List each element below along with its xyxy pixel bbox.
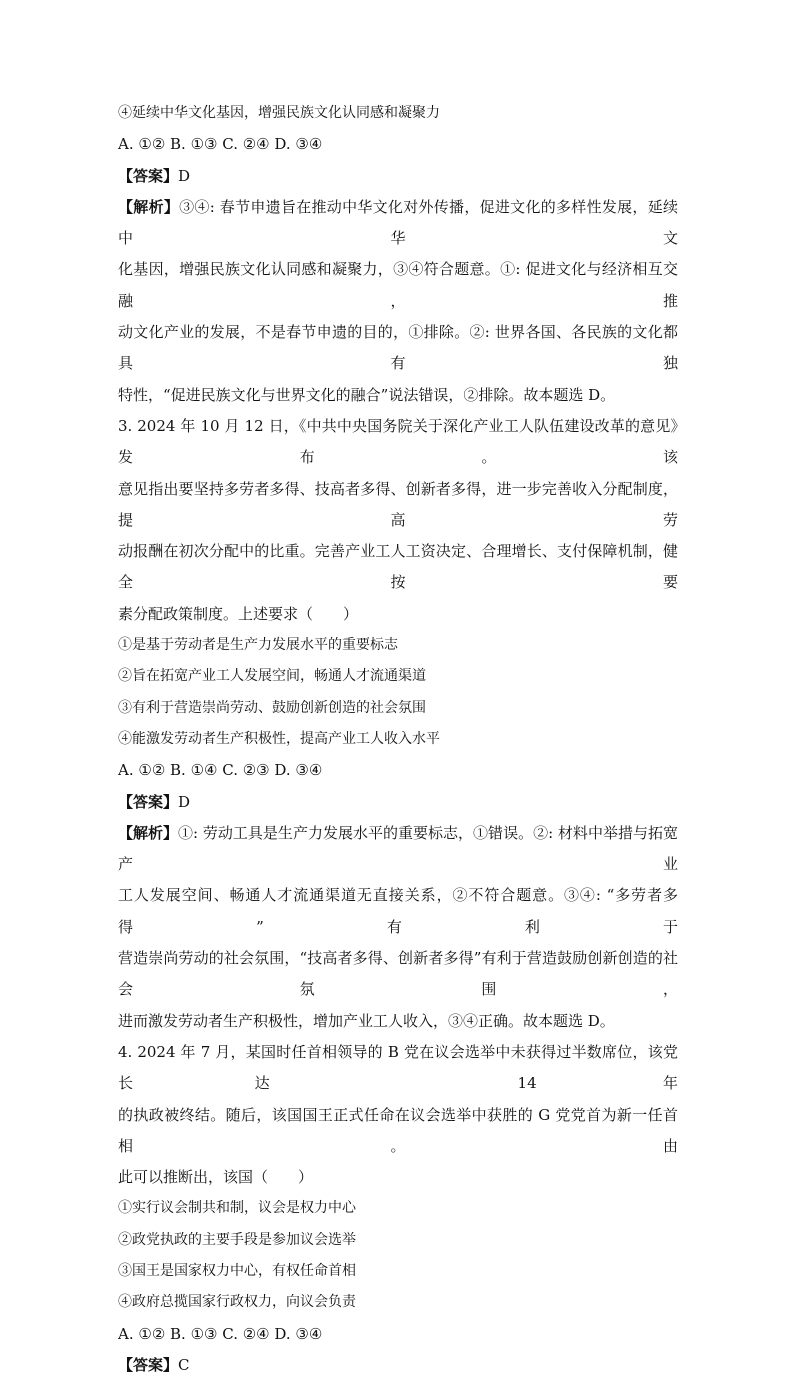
q4-option-4: ④政府总揽国家行政权力，向议会负责 xyxy=(118,1294,356,1311)
answer-tag: 【答案】 xyxy=(118,166,179,185)
q3-stem-line-2: 意见指出要坚持多劳者多得、技高者多得、创新者多得，进一步完善收入分配制度，提高劳 xyxy=(118,479,678,529)
q3-analysis-line-4: 进而激发劳动者生产积极性，增加产业工人收入，③④正确。故本题选 D。 xyxy=(118,1011,615,1030)
q4-option-1: ①实行议会制共和制，议会是权力中心 xyxy=(118,1200,356,1217)
q4-stem-line-3: 此可以推断出，该国（ ） xyxy=(118,1168,314,1187)
q3-choices: A. ①② B. ①④ C. ②③ D. ③④ xyxy=(118,761,323,780)
q3-option-1: ①是基于劳动者是生产力发展水平的重要标志 xyxy=(118,637,398,654)
q2-answer xyxy=(118,161,678,192)
q3-answer xyxy=(118,787,678,818)
answer-value: C xyxy=(178,1355,190,1374)
q4-answer xyxy=(118,1350,678,1381)
q4-option-2: ②政党执政的主要手段是参加议会选举 xyxy=(118,1231,356,1248)
q2-analysis-line-2: 化基因，增强民族文化认同感和凝聚力，③④符合题意。①: 促进文化与经济相互交融，推 xyxy=(118,260,678,310)
q4-stem-line-2: 的执政被终结。随后，该国国王正式任命在议会选举中获胜的 G 党党首为新一任首相。由 xyxy=(118,1105,678,1155)
q3-analysis-line-2: 工人发展空间、畅通人才流通渠道无直接关系，②不符合题意。③④: “多劳者多得”有利于 xyxy=(118,886,678,936)
q3-option-4: ④能激发劳动者生产积极性，提高产业工人收入水平 xyxy=(118,730,440,747)
q4-option-3: ③国王是国家权力中心，有权任命首相 xyxy=(118,1262,356,1279)
q2-analysis-line-1: 【解析】③④: 春节申遗旨在推动中华文化对外传播，促进文化的多样性发展，延续中华文 xyxy=(118,197,678,248)
q3-stem-line-3: 动报酬在初次分配中的比重。完善产业工人工资决定、合理增长、支付保障机制，健全按要 xyxy=(118,542,678,592)
answer-tag: 【答案】 xyxy=(118,792,179,811)
q3-option-3: ③有利于营造崇尚劳动、鼓励创新创造的社会氛围 xyxy=(118,699,426,716)
q2-analysis-line-3: 动文化产业的发展，不是春节申遗的目的，①排除。②: 世界各国、各民族的文化都具有独 xyxy=(118,323,678,373)
q3-option-2: ②旨在拓宽产业工人发展空间，畅通人才流通渠道 xyxy=(118,668,426,685)
answer-value: D xyxy=(178,166,191,185)
q3-stem-line-1: 3. 2024 年 10 月 12 日，《中共中央国务院关于深化产业工人队伍建设改革的意见》发布。该 xyxy=(118,416,678,467)
analysis-tag: 【解析】 xyxy=(118,197,180,216)
q3-analysis-line-3: 营造崇尚劳动的社会氛围，“技高者多得、创新者多得”有利于营造鼓励创新创造的社会氛围， xyxy=(118,949,678,999)
q3-analysis-line-1: 【解析】①: 劳动工具是生产力发展水平的重要标志，①错误。②: 材料中举措与拓宽产业 xyxy=(118,823,678,874)
q4-choices: A. ①② B. ①③ C. ②④ D. ③④ xyxy=(118,1324,323,1343)
q2-analysis-line-4: 特性，“促进民族文化与世界文化的融合”说法错误，②排除。故本题选 D。 xyxy=(118,385,616,404)
q2-choices: A. ①② B. ①③ C. ②④ D. ③④ xyxy=(118,135,323,154)
q4-stem-line-1: 4. 2024 年 7 月，某国时任首相领导的 B 党在议会选举中未获得过半数席位，该党长达 14 年 xyxy=(118,1042,678,1093)
answer-value: D xyxy=(178,792,191,811)
q3-stem-line-4: 素分配政策制度。上述要求（ ） xyxy=(118,604,359,623)
analysis-tag: 【解析】 xyxy=(118,823,179,842)
document-page xyxy=(118,98,678,1381)
answer-tag: 【答案】 xyxy=(118,1355,179,1374)
q2-option-4: ④延续中华文化基因，增强民族文化认同感和凝聚力 xyxy=(118,105,440,121)
